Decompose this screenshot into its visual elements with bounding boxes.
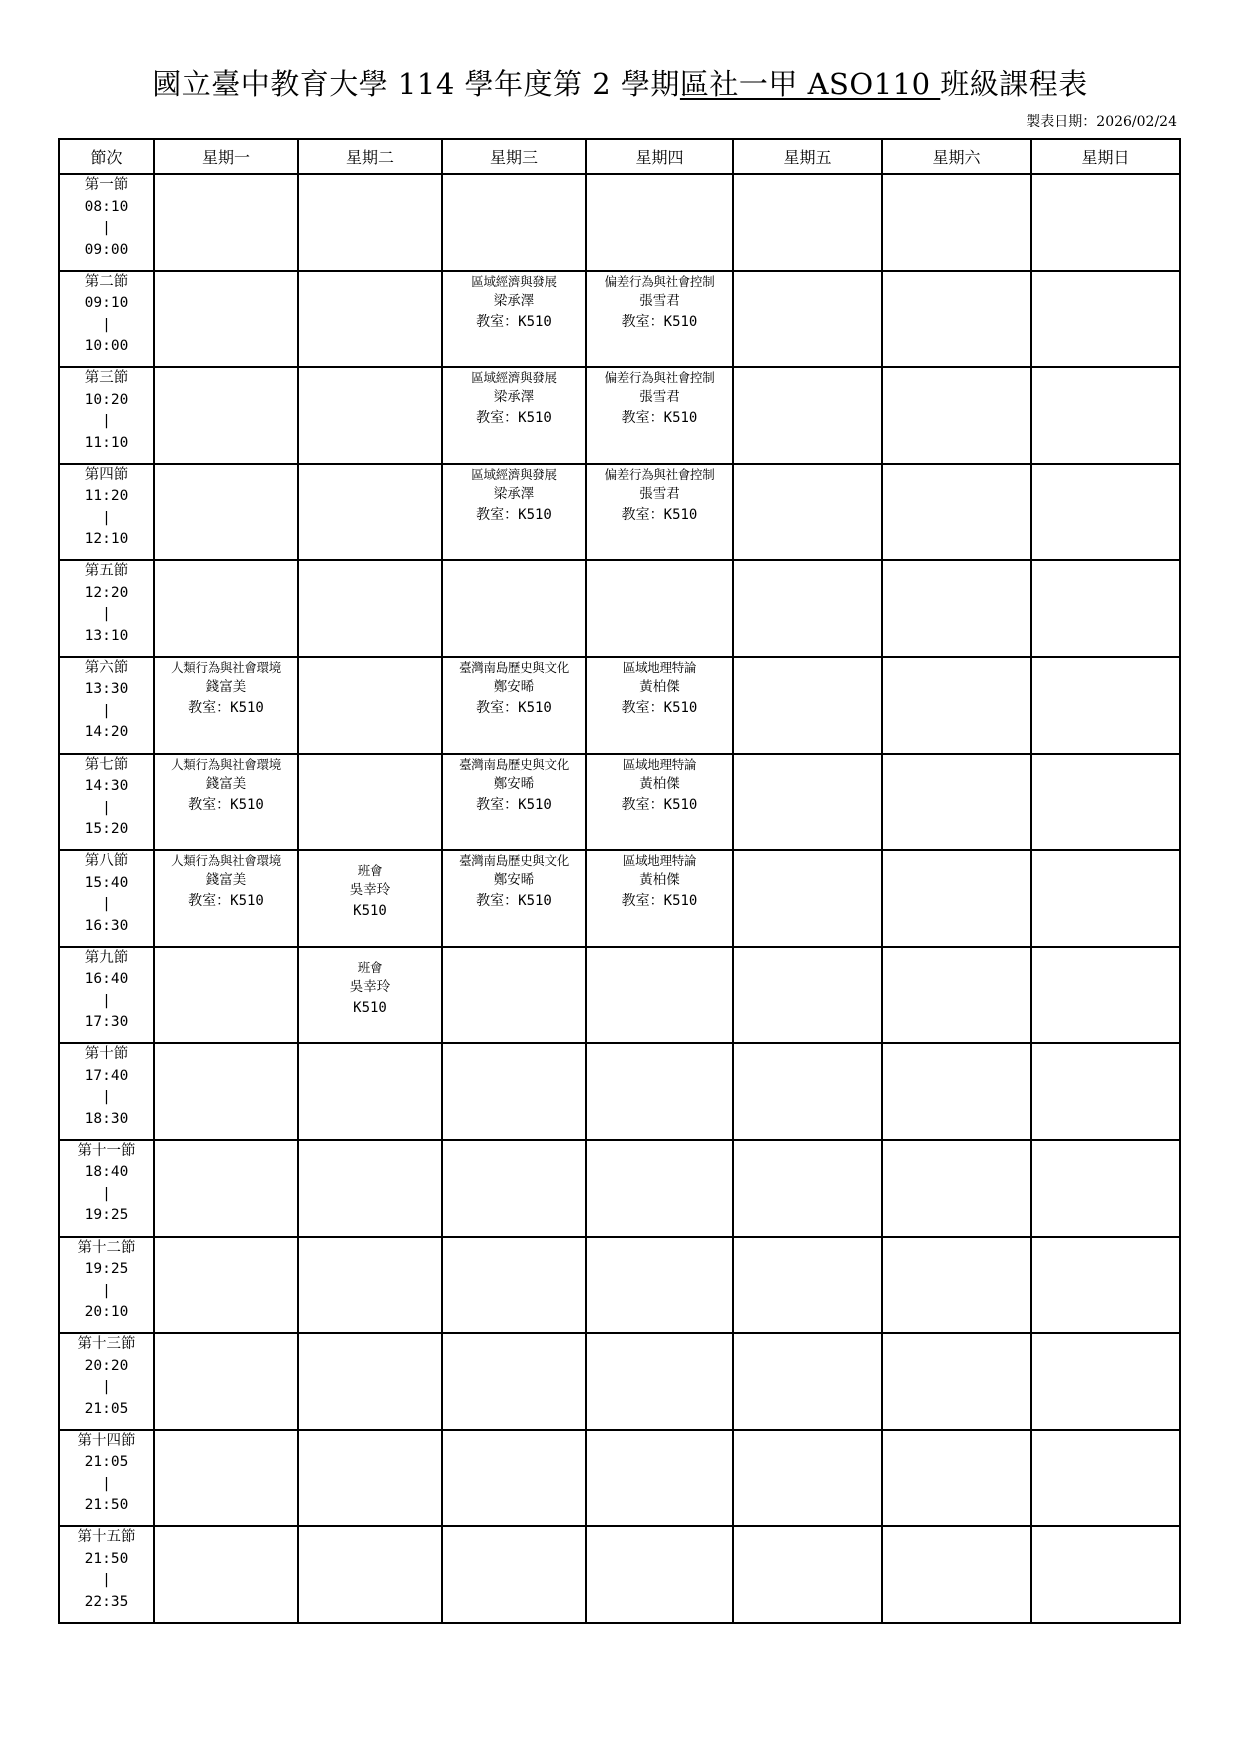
header-monday: 星期一	[154, 139, 298, 174]
course-teacher: 黃柏傑	[639, 872, 680, 889]
day-cell	[1031, 367, 1180, 464]
period-cell	[59, 464, 154, 561]
period-end: 12:10	[84, 531, 129, 548]
period-cell	[59, 1333, 154, 1430]
day-cell	[733, 1140, 882, 1237]
header-sunday: 星期日	[1031, 139, 1180, 174]
day-cell	[442, 947, 586, 1044]
course-name: 區域經濟與發展	[471, 273, 557, 289]
day-cell	[298, 464, 442, 561]
day-cell	[442, 271, 586, 368]
period-start: 18:40	[84, 1164, 129, 1181]
day-cell	[1031, 464, 1180, 561]
course-room: K510	[353, 903, 387, 920]
course-name: 區域地理特論	[622, 659, 697, 675]
day-cell	[586, 271, 733, 368]
table-row	[59, 1140, 1180, 1237]
day-cell	[298, 1043, 442, 1140]
table-row	[59, 1430, 1180, 1527]
course-teacher: 鄭安晞	[493, 775, 535, 792]
day-cell	[586, 850, 733, 947]
day-cell	[733, 174, 882, 271]
course-name: 人類行為與社會環境	[171, 659, 281, 675]
class-name: 區社一甲 ASO110	[679, 67, 941, 101]
period-start: 13:30	[84, 681, 129, 698]
course-teacher: 梁承澤	[493, 389, 535, 406]
course-teacher: 張雪君	[639, 485, 680, 502]
header-wednesday: 星期三	[442, 139, 586, 174]
day-cell	[298, 1526, 442, 1623]
course-teacher: 錢富美	[205, 678, 247, 695]
day-cell	[442, 367, 586, 464]
course-room: 教室：K510	[188, 796, 264, 813]
header-period: 節次	[59, 139, 154, 174]
course-teacher: 張雪君	[639, 389, 680, 406]
day-cell	[586, 1526, 733, 1623]
period-name: 第一節	[84, 177, 129, 193]
day-cell	[154, 174, 298, 271]
day-cell	[1031, 1526, 1180, 1623]
day-cell	[586, 947, 733, 1044]
period-sep: |	[102, 413, 111, 430]
course-room: 教室：K510	[188, 699, 264, 716]
table-row	[59, 947, 1180, 1044]
day-cell	[1031, 657, 1180, 754]
period-end: 21:50	[84, 1497, 129, 1514]
day-cell	[442, 1237, 586, 1334]
day-cell	[298, 754, 442, 851]
day-cell	[882, 657, 1031, 754]
day-cell	[733, 1430, 882, 1527]
day-cell	[1031, 271, 1180, 368]
table-row	[59, 1333, 1180, 1430]
day-cell	[298, 850, 442, 947]
day-cell	[298, 367, 442, 464]
period-start: 19:25	[84, 1261, 129, 1278]
period-end: 17:30	[84, 1014, 129, 1031]
day-cell	[1031, 850, 1180, 947]
period-start: 17:40	[84, 1067, 129, 1084]
day-cell	[882, 850, 1031, 947]
course-name: 臺灣南島歷史與文化	[459, 659, 569, 675]
period-cell	[59, 1237, 154, 1334]
course-room: 教室：K510	[476, 893, 552, 910]
course-name: 區域地理特論	[622, 756, 697, 772]
course-room: 教室：K510	[476, 506, 552, 523]
course-room: 教室：K510	[621, 313, 698, 330]
period-name: 第十四節	[77, 1432, 136, 1449]
day-cell	[882, 464, 1031, 561]
day-cell	[298, 271, 442, 368]
day-cell	[586, 1430, 733, 1527]
period-start: 21:05	[84, 1454, 129, 1471]
day-cell	[442, 1526, 586, 1623]
course-name: 人類行為與社會環境	[171, 756, 281, 772]
day-cell	[586, 464, 733, 561]
day-cell	[298, 560, 442, 657]
course-name: 人類行為與社會環境	[171, 853, 281, 869]
day-cell	[442, 1430, 586, 1527]
period-sep: |	[102, 1475, 111, 1492]
day-cell	[154, 1430, 298, 1527]
day-cell	[882, 271, 1031, 368]
period-sep: |	[102, 606, 111, 623]
period-cell	[59, 174, 154, 271]
day-cell	[882, 754, 1031, 851]
day-cell	[586, 367, 733, 464]
period-name: 第十節	[84, 1046, 129, 1063]
course-name: 班會	[357, 959, 383, 975]
period-end: 20:10	[84, 1304, 129, 1321]
course-name: 臺灣南島歷史與文化	[459, 853, 569, 869]
period-sep: |	[102, 316, 111, 333]
day-cell	[882, 1140, 1031, 1237]
period-cell	[59, 1430, 154, 1527]
day-cell	[882, 1043, 1031, 1140]
period-start: 21:50	[84, 1550, 129, 1567]
course-teacher: 梁承澤	[493, 292, 535, 309]
day-cell	[442, 1333, 586, 1430]
period-name: 第十一節	[77, 1142, 136, 1159]
day-cell	[298, 1140, 442, 1237]
period-cell	[59, 657, 154, 754]
day-cell	[298, 174, 442, 271]
table-row	[59, 1526, 1180, 1623]
day-cell	[733, 754, 882, 851]
day-cell	[442, 850, 586, 947]
day-cell	[882, 1430, 1031, 1527]
day-cell	[1031, 1430, 1180, 1527]
period-end: 22:35	[84, 1593, 129, 1610]
period-end: 19:25	[84, 1207, 129, 1224]
period-sep: |	[102, 1379, 111, 1396]
title-suffix: 班級課程表	[940, 67, 1088, 101]
day-cell	[733, 560, 882, 657]
header-thursday: 星期四	[586, 139, 733, 174]
period-start: 20:20	[84, 1357, 129, 1374]
day-cell	[882, 1237, 1031, 1334]
period-sep: |	[102, 799, 111, 816]
day-cell	[298, 657, 442, 754]
table-row	[59, 174, 1180, 271]
day-cell	[298, 1237, 442, 1334]
print-date: 製表日期：2026/02/24	[1026, 114, 1177, 130]
period-start: 10:20	[84, 391, 129, 408]
course-name: 偏差行為與社會控制	[604, 273, 715, 289]
period-sep: |	[102, 220, 111, 236]
period-end: 15:20	[84, 821, 129, 838]
period-end: 14:20	[84, 724, 129, 741]
course-teacher: 黃柏傑	[639, 775, 680, 792]
day-cell	[882, 947, 1031, 1044]
period-name: 第七節	[84, 756, 129, 773]
period-cell	[59, 1140, 154, 1237]
period-cell	[59, 271, 154, 368]
day-cell	[586, 1140, 733, 1237]
table-row	[59, 1237, 1180, 1334]
day-cell	[1031, 754, 1180, 851]
course-name: 偏差行為與社會控制	[604, 370, 715, 386]
period-sep: |	[102, 509, 111, 526]
period-sep: |	[102, 992, 111, 1009]
period-end: 09:00	[84, 241, 129, 258]
day-cell	[586, 1333, 733, 1430]
day-cell	[442, 1043, 586, 1140]
schedule-table	[58, 138, 1181, 1624]
day-cell	[1031, 1333, 1180, 1430]
day-cell	[154, 657, 298, 754]
page-title	[0, 62, 1240, 103]
period-end: 13:10	[84, 627, 129, 644]
day-cell	[442, 464, 586, 561]
period-start: 16:40	[84, 971, 129, 988]
day-cell	[154, 850, 298, 947]
period-sep: |	[102, 1089, 111, 1106]
period-start: 15:40	[84, 874, 129, 891]
course-name: 區域經濟與發展	[471, 466, 557, 482]
header-tuesday: 星期二	[298, 139, 442, 174]
period-start: 14:30	[84, 778, 129, 795]
course-teacher: 吳幸玲	[349, 882, 391, 899]
course-room: 教室：K510	[621, 893, 698, 910]
period-start: 11:20	[84, 488, 129, 505]
period-name: 第九節	[84, 949, 129, 966]
course-room: 教室：K510	[621, 699, 698, 716]
day-cell	[586, 560, 733, 657]
day-cell	[154, 947, 298, 1044]
table-row	[59, 657, 1180, 754]
period-cell	[59, 850, 154, 947]
period-start: 08:10	[84, 198, 129, 215]
day-cell	[1031, 947, 1180, 1044]
title-prefix: 國立臺中教育大學 114 學年度第 2 學期	[152, 67, 680, 101]
table-row	[59, 367, 1180, 464]
period-sep: |	[102, 1572, 111, 1589]
period-end: 21:05	[84, 1400, 129, 1417]
period-cell	[59, 754, 154, 851]
period-start: 09:10	[84, 295, 129, 312]
table-row	[59, 560, 1180, 657]
day-cell	[1031, 560, 1180, 657]
period-name: 第十二節	[77, 1239, 136, 1256]
day-cell	[733, 947, 882, 1044]
course-name: 區域地理特論	[622, 853, 697, 869]
day-cell	[733, 271, 882, 368]
period-end: 18:30	[84, 1110, 129, 1127]
day-cell	[882, 1526, 1031, 1623]
day-cell	[154, 1237, 298, 1334]
course-room: 教室：K510	[476, 410, 552, 427]
course-room: 教室：K510	[621, 796, 698, 813]
day-cell	[882, 174, 1031, 271]
table-row	[59, 754, 1180, 851]
period-cell	[59, 1043, 154, 1140]
course-teacher: 鄭安晞	[493, 678, 535, 695]
day-cell	[442, 657, 586, 754]
period-cell	[59, 367, 154, 464]
day-cell	[733, 367, 882, 464]
day-cell	[154, 1043, 298, 1140]
day-cell	[1031, 1140, 1180, 1237]
course-name: 區域經濟與發展	[471, 370, 557, 386]
course-teacher: 張雪君	[639, 292, 680, 309]
course-room: K510	[353, 999, 387, 1016]
day-cell	[442, 754, 586, 851]
course-teacher: 鄭安晞	[493, 872, 535, 889]
day-cell	[733, 1526, 882, 1623]
table-row	[59, 1043, 1180, 1140]
course-teacher: 吳幸玲	[349, 978, 391, 995]
period-cell	[59, 1526, 154, 1623]
day-cell	[154, 1140, 298, 1237]
day-cell	[586, 754, 733, 851]
period-name: 第十三節	[77, 1336, 136, 1353]
day-cell	[733, 657, 882, 754]
day-cell	[733, 1237, 882, 1334]
day-cell	[586, 1237, 733, 1334]
course-name: 偏差行為與社會控制	[604, 466, 715, 482]
day-cell	[733, 850, 882, 947]
day-cell	[154, 560, 298, 657]
course-room: 教室：K510	[476, 313, 552, 330]
day-cell	[586, 1043, 733, 1140]
day-cell	[586, 657, 733, 754]
period-cell	[59, 560, 154, 657]
period-sep: |	[102, 1282, 111, 1299]
header-saturday: 星期六	[882, 139, 1031, 174]
table-row	[59, 850, 1180, 947]
course-room: 教室：K510	[621, 410, 698, 427]
day-cell	[298, 947, 442, 1044]
course-room: 教室：K510	[476, 796, 552, 813]
course-name: 班會	[357, 863, 383, 879]
day-cell	[1031, 1237, 1180, 1334]
header-friday: 星期五	[733, 139, 882, 174]
period-sep: |	[102, 702, 111, 719]
period-cell	[59, 947, 154, 1044]
course-room: 教室：K510	[188, 893, 264, 910]
day-cell	[442, 1140, 586, 1237]
schedule-body	[59, 174, 1180, 1623]
day-cell	[442, 560, 586, 657]
day-cell	[882, 560, 1031, 657]
period-end: 11:10	[84, 434, 129, 451]
day-cell	[1031, 1043, 1180, 1140]
day-cell	[154, 464, 298, 561]
day-cell	[154, 271, 298, 368]
day-cell	[298, 1333, 442, 1430]
period-name: 第八節	[84, 853, 129, 870]
day-cell	[586, 174, 733, 271]
period-end: 16:30	[84, 917, 129, 934]
course-room: 教室：K510	[476, 699, 552, 716]
period-start: 12:20	[84, 584, 129, 601]
period-name: 第六節	[84, 659, 129, 676]
table-row	[59, 271, 1180, 368]
day-cell	[154, 754, 298, 851]
day-cell	[1031, 174, 1180, 271]
course-teacher: 錢富美	[205, 775, 247, 792]
course-room: 教室：K510	[621, 506, 698, 523]
day-cell	[882, 367, 1031, 464]
course-name: 臺灣南島歷史與文化	[459, 756, 569, 772]
period-sep: |	[102, 1185, 111, 1202]
day-cell	[733, 1333, 882, 1430]
period-name: 第五節	[84, 563, 129, 580]
day-cell	[154, 367, 298, 464]
table-row	[59, 464, 1180, 561]
period-name: 第四節	[84, 466, 129, 483]
header-row	[59, 139, 1180, 174]
day-cell	[154, 1333, 298, 1430]
day-cell	[733, 1043, 882, 1140]
course-teacher: 梁承澤	[493, 485, 535, 502]
period-name: 第三節	[84, 370, 129, 387]
day-cell	[298, 1430, 442, 1527]
day-cell	[733, 464, 882, 561]
course-teacher: 黃柏傑	[639, 678, 680, 695]
course-teacher: 錢富美	[205, 872, 247, 889]
day-cell	[154, 1526, 298, 1623]
period-name: 第二節	[84, 273, 129, 290]
day-cell	[882, 1333, 1031, 1430]
period-name: 第十五節	[77, 1529, 136, 1546]
period-sep: |	[102, 896, 111, 913]
period-end: 10:00	[84, 338, 129, 355]
day-cell	[442, 174, 586, 271]
